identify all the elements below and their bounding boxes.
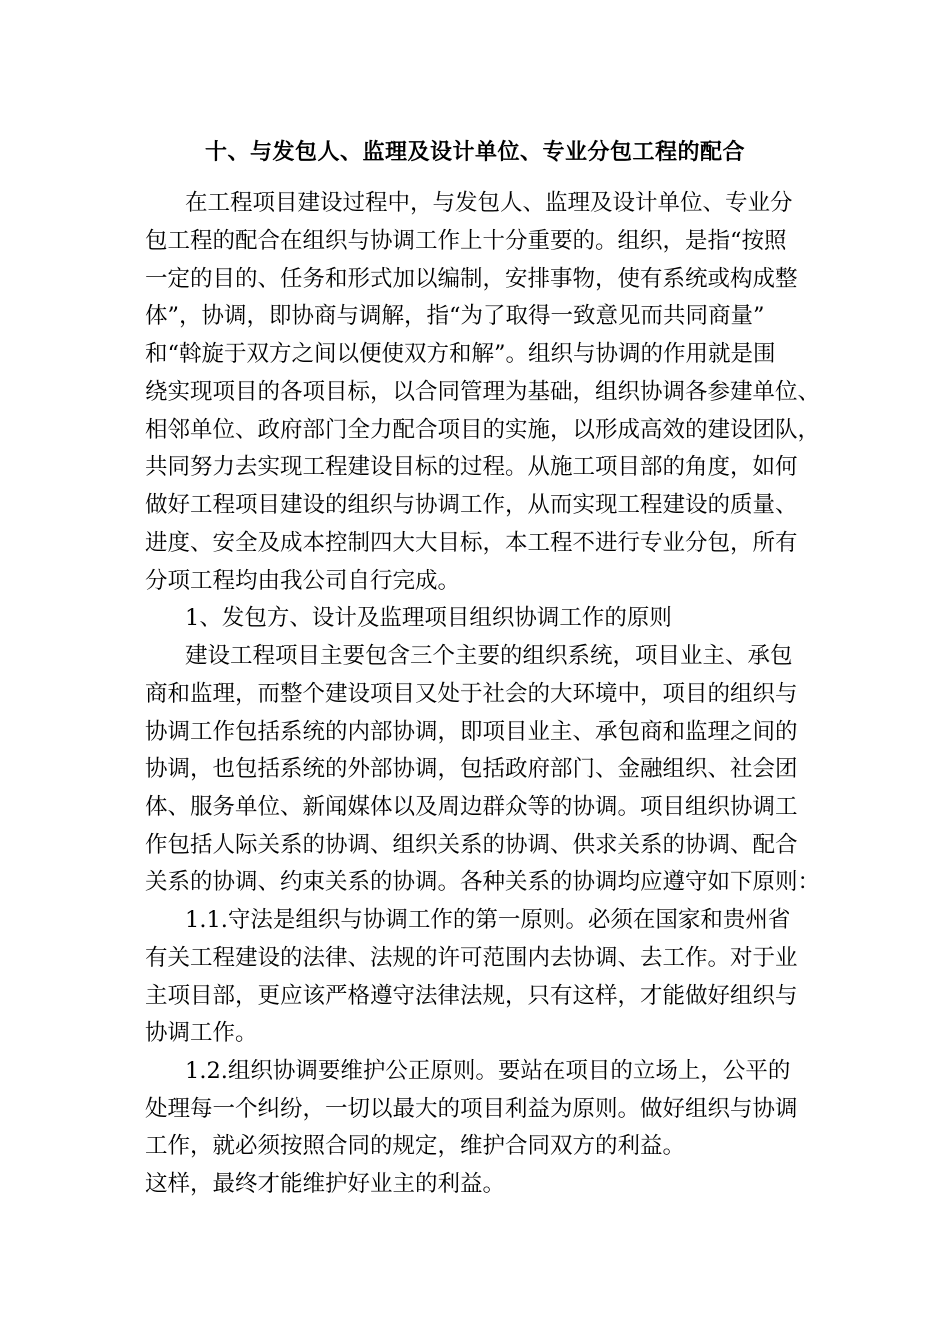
body-line: 商和监理，而整个建设项目又处于社会的大环境中，项目的组织与 [145,681,798,707]
body-line: 这样，最终才能维护好业主的利益。 [145,1171,506,1197]
body-line: 做好工程项目建设的组织与协调工作，从而实现工程建设的质量、 [145,492,798,518]
body-line: 1.2.组织协调要维护公正原则。要站在项目的立场上，公平的 [185,1058,791,1084]
body-line: 工作，就必须按照合同的规定，维护合同双方的利益。 [145,1133,686,1159]
body-line: 体、服务单位、新闻媒体以及周边群众等的协调。项目组织协调工 [145,794,798,820]
body-line: 共同努力去实现工程建设目标的过程。从施工项目部的角度，如何 [145,454,798,480]
body-line: 包工程的配合在组织与协调工作上十分重要的。组织，是指“按照 [145,228,787,254]
body-line: 处理每一个纠纷，一切以最大的项目利益为原则。做好组织与协调 [145,1096,798,1122]
body-line: 协调工作。 [145,1020,258,1046]
body-line: 主项目部，更应该严格遵守法律法规，只有这样，才能做好组织与 [145,983,798,1009]
body-line: 建设工程项目主要包含三个主要的组织系统，项目业主、承包 [185,643,793,669]
body-line: 分项工程均由我公司自行完成。 [145,568,461,594]
body-line: 进度、安全及成本控制四大大目标，本工程不进行专业分包，所有 [145,530,798,556]
body-line: 1.1.守法是组织与协调工作的第一原则。必须在国家和贵州省 [185,907,791,933]
body-line: 相邻单位、政府部门全力配合项目的实施，以形成高效的建设团队， [145,417,821,443]
body-line: 一定的目的、任务和形式加以编制，安排事物，使有系统或构成整 [145,266,798,292]
body-line: 协调工作包括系统的内部协调，即项目业主、承包商和监理之间的 [145,719,798,745]
section-title: 十、与发包人、监理及设计单位、专业分包工程的配合 [204,139,745,165]
body-line: 有关工程建设的法律、法规的许可范围内去协调、去工作。对于业 [145,945,798,971]
body-line: 关系的协调、约束关系的协调。各种关系的协调均应遵守如下原则： [145,869,821,895]
body-line: 绕实现项目的各项目标，以合同管理为基础，组织协调各参建单位、 [145,379,821,405]
body-line: 协调，也包括系统的外部协调，包括政府部门、金融组织、社会团 [145,756,798,782]
body-line: 体”，协调，即协商与调解，指“为了取得一致意见而共同商量” [145,303,765,329]
subsection-heading: 1、发包方、设计及监理项目组织协调工作的原则 [185,605,672,631]
body-line: 在工程项目建设过程中，与发包人、监理及设计单位、专业分 [185,190,793,216]
body-line: 作包括人际关系的协调、组织关系的协调、供求关系的协调、配合 [145,832,798,858]
body-line: 和“斡旋于双方之间以便使双方和解”。组织与协调的作用就是围 [145,341,776,367]
